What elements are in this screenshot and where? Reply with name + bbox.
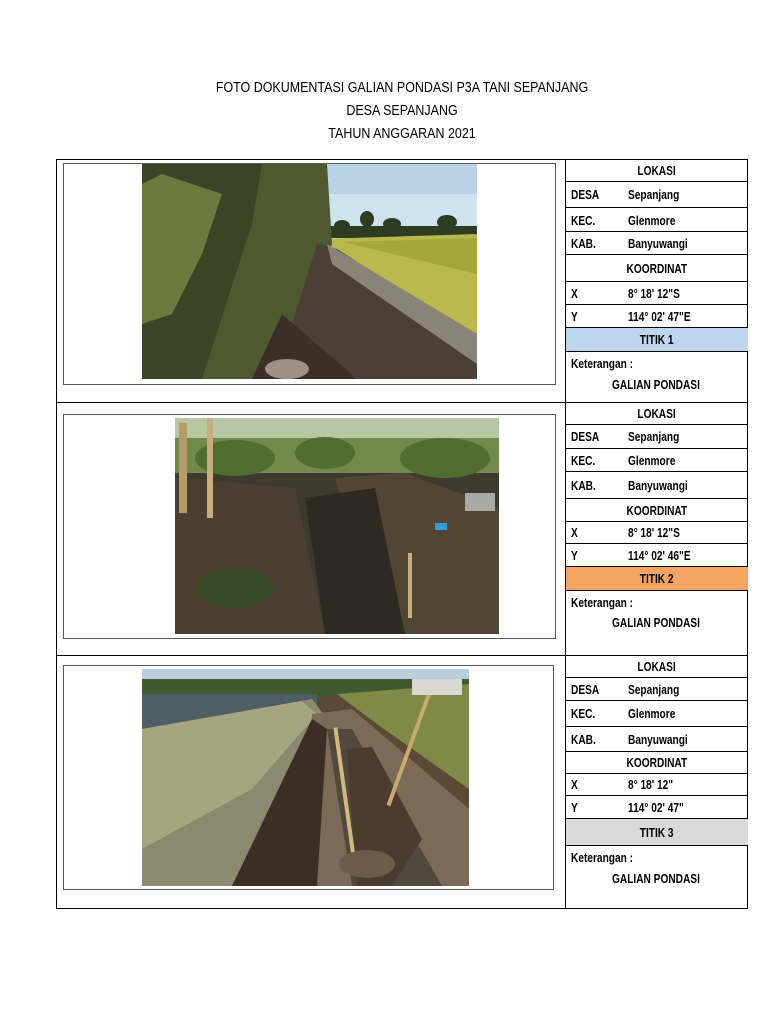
kab-value: Banyuwangi <box>628 477 688 493</box>
kec-label: KEC. <box>571 706 596 721</box>
desa-label: DESA <box>571 187 600 202</box>
photo-excavation-2 <box>175 418 499 634</box>
document-subtitle-village: DESA SEPANJANG <box>346 103 458 119</box>
koordinat-heading: KOORDINAT <box>626 502 688 518</box>
x-label: X <box>571 777 578 792</box>
desa-value: Sepanjang <box>628 429 680 444</box>
desa-value: Sepanjang <box>628 681 680 697</box>
titik-badge: TITIK 3 <box>566 819 748 845</box>
photo-excavation-1 <box>142 164 477 379</box>
kab-value: Banyuwangi <box>628 731 688 747</box>
desa-label: DESA <box>571 429 600 444</box>
y-value: 114° 02' 47" <box>628 799 684 815</box>
kec-value: Glenmore <box>628 452 676 468</box>
y-value: 114° 02' 47"E <box>628 308 691 324</box>
desa-value: Sepanjang <box>628 187 680 202</box>
photo-excavation-3 <box>142 669 469 886</box>
kab-value: Banyuwangi <box>628 235 688 251</box>
y-label: Y <box>571 547 578 563</box>
lokasi-heading: LOKASI <box>637 163 677 178</box>
koordinat-heading: KOORDINAT <box>626 260 688 276</box>
desa-label: DESA <box>571 681 600 697</box>
y-value: 114° 02' 46"E <box>628 547 691 563</box>
x-value: 8° 18' 12"S <box>628 525 680 540</box>
document-title: FOTO DOKUMENTASI GALIAN PONDASI P3A TANI SEPANJANG <box>215 80 589 96</box>
keterangan-value: GALIAN PONDASI <box>612 614 700 630</box>
kab-label: KAB. <box>571 477 596 493</box>
kec-value: Glenmore <box>628 706 676 721</box>
y-label: Y <box>571 308 578 324</box>
lokasi-heading: LOKASI <box>637 659 677 674</box>
keterangan-value: GALIAN PONDASI <box>612 376 700 392</box>
kab-label: KAB. <box>571 235 596 251</box>
keterangan-label: Keterangan : <box>571 594 633 610</box>
y-label: Y <box>571 799 578 815</box>
titik-badge: TITIK 1 <box>566 328 748 351</box>
document-subtitle-year: TAHUN ANGGARAN 2021 <box>328 126 476 142</box>
keterangan-value: GALIAN PONDASI <box>612 870 700 886</box>
keterangan-label: Keterangan : <box>571 355 633 371</box>
x-label: X <box>571 285 578 301</box>
koordinat-heading: KOORDINAT <box>626 755 688 770</box>
kec-label: KEC. <box>571 452 596 468</box>
x-label: X <box>571 525 578 540</box>
kec-label: KEC. <box>571 212 596 228</box>
kec-value: Glenmore <box>628 212 676 228</box>
x-value: 8° 18' 12" <box>628 777 674 792</box>
lokasi-heading: LOKASI <box>637 406 677 421</box>
kab-label: KAB. <box>571 731 596 747</box>
keterangan-label: Keterangan : <box>571 849 633 865</box>
x-value: 8° 18' 12"S <box>628 285 680 301</box>
titik-badge: TITIK 2 <box>566 567 748 590</box>
